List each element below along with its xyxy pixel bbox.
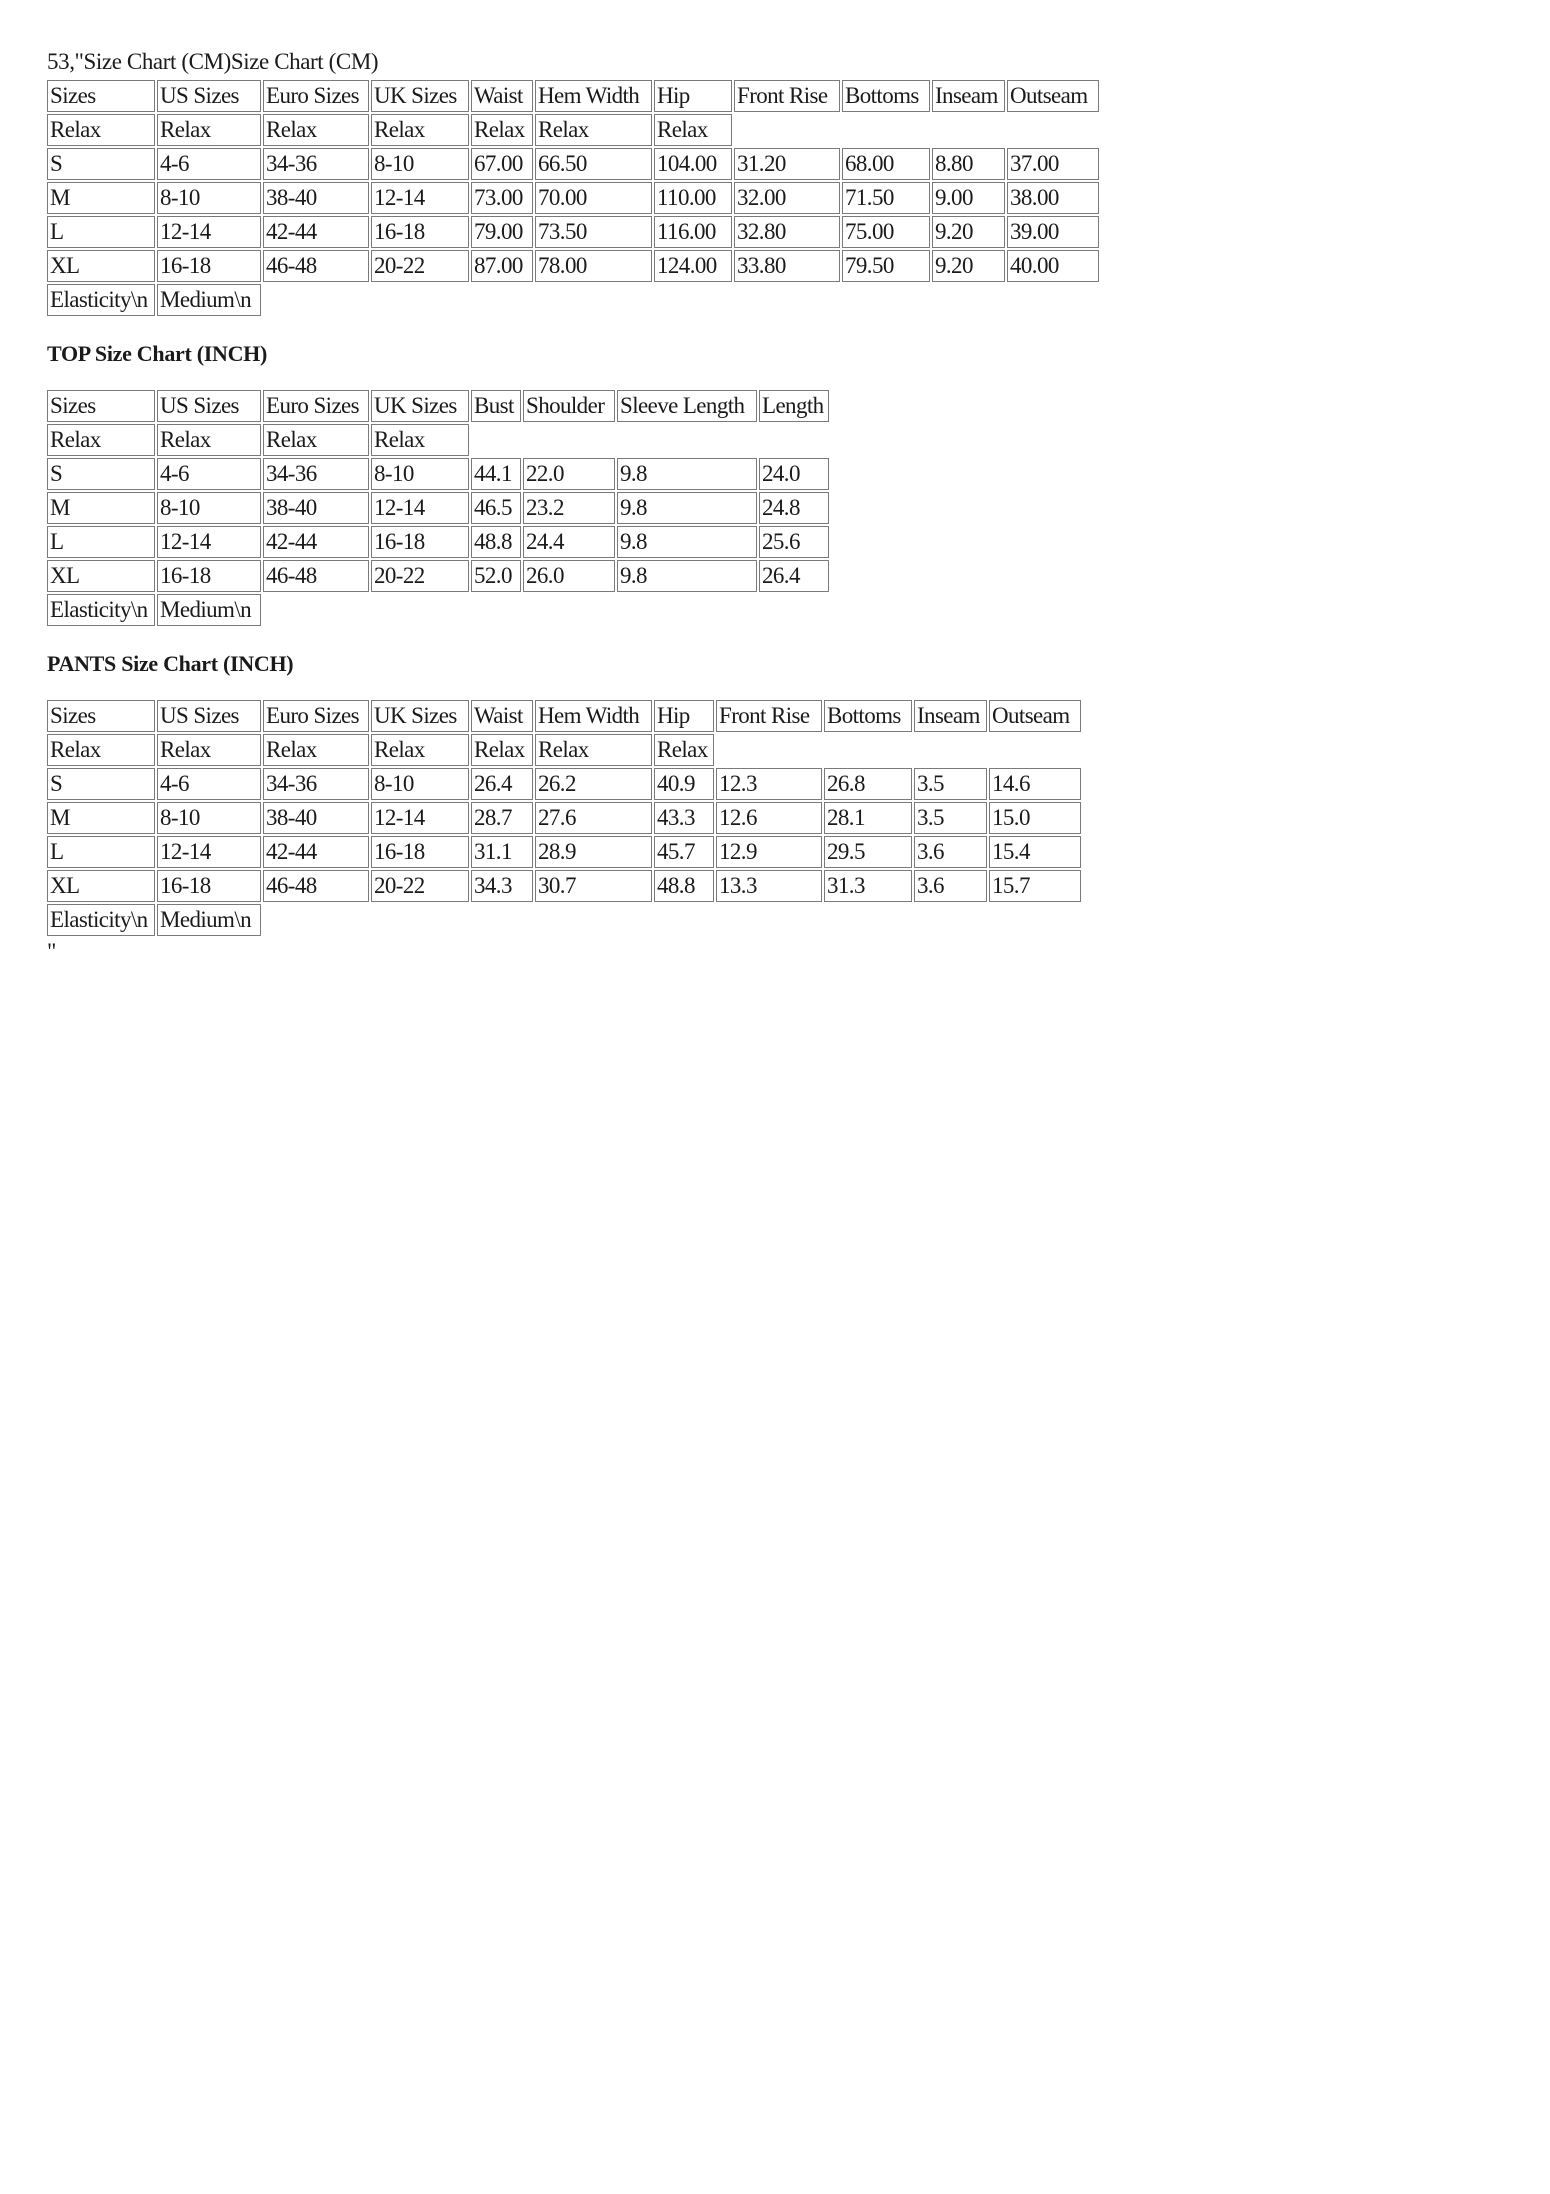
header-cell: Sleeve Length: [617, 390, 757, 422]
table-cell: 16-18: [371, 526, 469, 558]
table-cell: 79.50: [842, 250, 930, 282]
table-cell: 3.6: [914, 870, 987, 902]
table-cell: Medium\n: [157, 904, 261, 936]
table-cell: Relax: [654, 734, 714, 766]
table-row: [47, 904, 1081, 936]
header-cell: Euro Sizes: [263, 80, 369, 112]
table-cell: Relax: [157, 734, 261, 766]
table-cell: Relax: [535, 734, 652, 766]
table-cell: Relax: [535, 114, 652, 146]
table-cell: 15.0: [989, 802, 1081, 834]
table-cell: Relax: [47, 734, 155, 766]
table-row: [47, 284, 1099, 316]
table-header-row: [47, 80, 1099, 112]
table-cell: 66.50: [535, 148, 652, 180]
table-cell: 8-10: [157, 492, 261, 524]
table-cell: 37.00: [1007, 148, 1099, 180]
table-cell: 42-44: [263, 216, 369, 248]
table-cell: 9.00: [932, 182, 1005, 214]
table-cell: Relax: [47, 114, 155, 146]
table-cell: Elasticity\n: [47, 904, 155, 936]
table-cell: 24.8: [759, 492, 829, 524]
header-cell: Front Rise: [734, 80, 840, 112]
table-cell: 26.8: [824, 768, 912, 800]
table-cell: 8-10: [371, 768, 469, 800]
table-cell: 43.3: [654, 802, 714, 834]
table-cell: 15.4: [989, 836, 1081, 868]
header-cell: Sizes: [47, 700, 155, 732]
table-cell: 4-6: [157, 148, 261, 180]
empty-cell: [471, 424, 829, 456]
table-cell: 20-22: [371, 870, 469, 902]
table-cell: 8-10: [157, 802, 261, 834]
table-cell: 40.00: [1007, 250, 1099, 282]
header-line: 53,"Size Chart (CM)Size Chart (CM): [47, 49, 379, 74]
table-cell: 45.7: [654, 836, 714, 868]
table-cell: 12-14: [157, 216, 261, 248]
header-cell: UK Sizes: [371, 80, 469, 112]
header-cell: Front Rise: [716, 700, 822, 732]
empty-cell: [263, 594, 829, 626]
table-cell: 78.00: [535, 250, 652, 282]
table-cell: 42-44: [263, 526, 369, 558]
table-cell: 15.7: [989, 870, 1081, 902]
header-cell: Euro Sizes: [263, 700, 369, 732]
table-row: [47, 560, 829, 592]
header-cell: Hip: [654, 700, 714, 732]
empty-cell: [734, 114, 1099, 146]
table-cell: 28.9: [535, 836, 652, 868]
table-cell: 116.00: [654, 216, 732, 248]
table-cell: M: [47, 802, 155, 834]
table-row: [47, 114, 1099, 146]
empty-cell: [263, 284, 1099, 316]
table-row: [47, 594, 829, 626]
table-cell: 23.2: [523, 492, 615, 524]
table-cell: 12-14: [157, 526, 261, 558]
table-cell: 30.7: [535, 870, 652, 902]
table-cell: L: [47, 836, 155, 868]
header-cell: UK Sizes: [371, 700, 469, 732]
table-header-row: [47, 700, 1081, 732]
table-cell: 87.00: [471, 250, 533, 282]
table-cell: 42-44: [263, 836, 369, 868]
table-cell: XL: [47, 250, 155, 282]
table-cell: 34.3: [471, 870, 533, 902]
table-row: [47, 250, 1099, 282]
table-cell: 12-14: [371, 182, 469, 214]
table-row: [47, 768, 1081, 800]
table-cell: 48.8: [654, 870, 714, 902]
header-cell: US Sizes: [157, 80, 261, 112]
table-cell: 26.4: [471, 768, 533, 800]
table-cell: 12.6: [716, 802, 822, 834]
table-row: [47, 216, 1099, 248]
table-cell: 46-48: [263, 870, 369, 902]
table-cell: Relax: [471, 734, 533, 766]
table-cell: 13.3: [716, 870, 822, 902]
table-cell: 8-10: [371, 148, 469, 180]
table-cell: S: [47, 148, 155, 180]
table-cell: 16-18: [371, 216, 469, 248]
header-cell: Sizes: [47, 80, 155, 112]
table-cell: Medium\n: [157, 594, 261, 626]
table-cell: 33.80: [734, 250, 840, 282]
top-size-chart-table: [45, 388, 831, 628]
table-cell: 22.0: [523, 458, 615, 490]
footer-line: ": [47, 939, 56, 964]
table-cell: 9.8: [617, 526, 757, 558]
table-cell: Relax: [47, 424, 155, 456]
table-cell: 3.6: [914, 836, 987, 868]
table-cell: M: [47, 492, 155, 524]
header-cell: Waist: [471, 80, 533, 112]
table-cell: 70.00: [535, 182, 652, 214]
table-cell: 40.9: [654, 768, 714, 800]
table-cell: 71.50: [842, 182, 930, 214]
table-cell: 16-18: [157, 560, 261, 592]
table-cell: 16-18: [157, 250, 261, 282]
table-cell: Relax: [654, 114, 732, 146]
table-row: [47, 424, 829, 456]
header-cell: Inseam: [914, 700, 987, 732]
table-cell: S: [47, 768, 155, 800]
table-cell: 32.00: [734, 182, 840, 214]
table-cell: 26.4: [759, 560, 829, 592]
table-cell: 34-36: [263, 768, 369, 800]
table-cell: Elasticity\n: [47, 284, 155, 316]
table-cell: 39.00: [1007, 216, 1099, 248]
table-cell: 4-6: [157, 768, 261, 800]
header-cell: US Sizes: [157, 700, 261, 732]
table-cell: Elasticity\n: [47, 594, 155, 626]
table-cell: S: [47, 458, 155, 490]
table-row: [47, 836, 1081, 868]
table-cell: 4-6: [157, 458, 261, 490]
table-cell: 20-22: [371, 250, 469, 282]
empty-cell: [716, 734, 1081, 766]
table-cell: 9.8: [617, 492, 757, 524]
table-row: [47, 802, 1081, 834]
table-cell: 12.3: [716, 768, 822, 800]
table-cell: 14.6: [989, 768, 1081, 800]
table-cell: 8-10: [371, 458, 469, 490]
empty-cell: [263, 904, 1081, 936]
table-cell: 20-22: [371, 560, 469, 592]
header-cell: Outseam: [1007, 80, 1099, 112]
header-cell: Bust: [471, 390, 521, 422]
header-cell: Hip: [654, 80, 732, 112]
table-cell: L: [47, 216, 155, 248]
table-cell: 46-48: [263, 250, 369, 282]
table-cell: 29.5: [824, 836, 912, 868]
header-cell: Hem Width: [535, 700, 652, 732]
table-cell: 12-14: [157, 836, 261, 868]
header-cell: Outseam: [989, 700, 1081, 732]
table-cell: 26.0: [523, 560, 615, 592]
table-cell: 67.00: [471, 148, 533, 180]
table-cell: 48.8: [471, 526, 521, 558]
table-cell: 34-36: [263, 458, 369, 490]
table-cell: 104.00: [654, 148, 732, 180]
document-page: [47, 48, 1101, 966]
cm-size-chart-table: [45, 78, 1101, 318]
header-cell: Length: [759, 390, 829, 422]
table-cell: 79.00: [471, 216, 533, 248]
table-cell: Relax: [157, 114, 261, 146]
table-cell: 9.8: [617, 560, 757, 592]
pants-size-chart-title: PANTS Size Chart (INCH): [47, 651, 294, 676]
table-cell: Relax: [157, 424, 261, 456]
header-cell: Inseam: [932, 80, 1005, 112]
table-cell: 73.50: [535, 216, 652, 248]
table-cell: Relax: [371, 734, 469, 766]
table-cell: 9.20: [932, 216, 1005, 248]
table-cell: 75.00: [842, 216, 930, 248]
header-cell: Euro Sizes: [263, 390, 369, 422]
table-cell: Relax: [263, 424, 369, 456]
table-row: [47, 870, 1081, 902]
table-cell: 12-14: [371, 802, 469, 834]
table-cell: 34-36: [263, 148, 369, 180]
table-cell: 16-18: [371, 836, 469, 868]
table-cell: 46.5: [471, 492, 521, 524]
header-cell: UK Sizes: [371, 390, 469, 422]
table-cell: Relax: [471, 114, 533, 146]
table-cell: XL: [47, 560, 155, 592]
header-cell: Bottoms: [842, 80, 930, 112]
table-cell: 31.3: [824, 870, 912, 902]
table-cell: 52.0: [471, 560, 521, 592]
table-cell: 9.8: [617, 458, 757, 490]
table-row: [47, 492, 829, 524]
table-cell: L: [47, 526, 155, 558]
table-header-row: [47, 390, 829, 422]
table-cell: 124.00: [654, 250, 732, 282]
header-cell: Sizes: [47, 390, 155, 422]
table-cell: 28.7: [471, 802, 533, 834]
table-cell: 110.00: [654, 182, 732, 214]
table-cell: 25.6: [759, 526, 829, 558]
header-cell: Waist: [471, 700, 533, 732]
table-cell: 8.80: [932, 148, 1005, 180]
table-cell: Relax: [263, 114, 369, 146]
table-cell: 73.00: [471, 182, 533, 214]
table-row: [47, 182, 1099, 214]
table-cell: 27.6: [535, 802, 652, 834]
table-cell: 38-40: [263, 492, 369, 524]
table-row: [47, 734, 1081, 766]
table-cell: 68.00: [842, 148, 930, 180]
table-row: [47, 458, 829, 490]
table-cell: Medium\n: [157, 284, 261, 316]
table-cell: 24.4: [523, 526, 615, 558]
table-cell: 38-40: [263, 182, 369, 214]
table-cell: 26.2: [535, 768, 652, 800]
table-cell: 24.0: [759, 458, 829, 490]
top-size-chart-title: TOP Size Chart (INCH): [47, 341, 268, 366]
table-cell: 12.9: [716, 836, 822, 868]
table-cell: Relax: [263, 734, 369, 766]
table-cell: 9.20: [932, 250, 1005, 282]
header-cell: Bottoms: [824, 700, 912, 732]
table-row: [47, 148, 1099, 180]
table-cell: 38.00: [1007, 182, 1099, 214]
table-row: [47, 526, 829, 558]
table-cell: 32.80: [734, 216, 840, 248]
table-cell: XL: [47, 870, 155, 902]
table-cell: Relax: [371, 114, 469, 146]
table-cell: 8-10: [157, 182, 261, 214]
header-cell: US Sizes: [157, 390, 261, 422]
table-cell: Relax: [371, 424, 469, 456]
table-cell: 38-40: [263, 802, 369, 834]
header-cell: Shoulder: [523, 390, 615, 422]
table-cell: 28.1: [824, 802, 912, 834]
table-cell: 3.5: [914, 768, 987, 800]
header-cell: Hem Width: [535, 80, 652, 112]
table-cell: 12-14: [371, 492, 469, 524]
table-cell: 31.1: [471, 836, 533, 868]
table-cell: 31.20: [734, 148, 840, 180]
table-cell: 46-48: [263, 560, 369, 592]
table-cell: 3.5: [914, 802, 987, 834]
pants-size-chart-table: [45, 698, 1083, 938]
table-cell: 16-18: [157, 870, 261, 902]
table-cell: 44.1: [471, 458, 521, 490]
table-cell: M: [47, 182, 155, 214]
